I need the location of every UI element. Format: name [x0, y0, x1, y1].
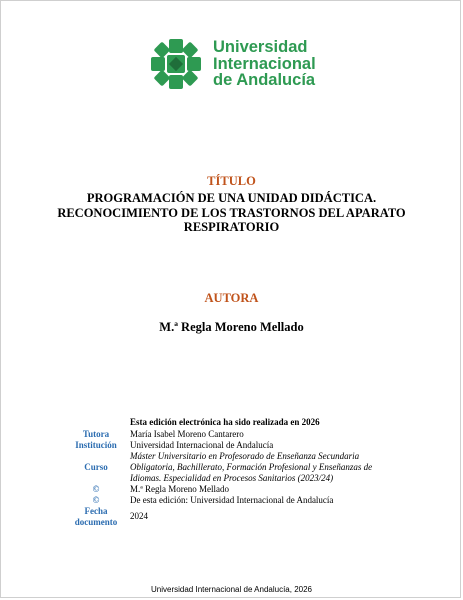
- fecha-value: 2024: [130, 511, 148, 521]
- logo-wordmark: [213, 39, 316, 89]
- logo-line-1: Universidad: [213, 38, 308, 57]
- copyright-symbol-1: ©: [92, 484, 100, 494]
- fecha-label-line-1: Fecha: [84, 506, 108, 516]
- logo-line-2: Internacional: [213, 54, 316, 73]
- fecha-label-line-2: documento: [74, 516, 118, 527]
- copyright-edition-value: De esta edición: Universidad Internacional de Andalucía: [130, 495, 334, 505]
- curso-line-1: Máster Universitario en Profesorado de Enseñanza Secundaria: [130, 451, 360, 461]
- university-logo: [149, 37, 316, 91]
- copyright-symbol-2: ©: [92, 495, 100, 505]
- unia-emblem-icon: [149, 37, 203, 91]
- title-line-3: RESPIRATORIO: [183, 220, 280, 234]
- edition-note: Esta edición electrónica ha sido realizada en 2026: [130, 417, 320, 427]
- tutora-label: Tutora: [82, 429, 110, 439]
- title-line-1: PROGRAMACIÓN DE UNA UNIDAD DIDÁCTICA.: [86, 191, 377, 205]
- curso-value: [130, 451, 385, 483]
- logo-line-3: de Andalucía: [213, 71, 316, 90]
- fecha-label: [63, 506, 129, 528]
- author-name: M.ª Regla Moreno Mellado: [159, 320, 304, 334]
- curso-line-3: Idiomas. Especialidad en Procesos Sanitarios (2023/24): [130, 472, 334, 483]
- tutora-value: María Isabel Moreno Cantarero: [130, 429, 244, 439]
- page-footer: Universidad Internacional de Andalucía, 2026: [151, 585, 312, 594]
- curso-line-2: Obligatoria, Bachillerato, Formación Profesional y Enseñanzas de: [130, 461, 373, 472]
- copyright-author-value: M.ª Regla Moreno Mellado: [130, 484, 229, 494]
- title-label: TÍTULO: [207, 174, 256, 188]
- title-line-2: RECONOCIMIENTO DE LOS TRASTORNOS DEL APARATO: [57, 205, 406, 220]
- author-label: AUTORA: [204, 291, 259, 305]
- curso-label: Curso: [84, 462, 108, 472]
- institucion-value: Universidad Internacional de Andalucía: [130, 440, 274, 450]
- institucion-label: Institución: [75, 440, 117, 450]
- document-title: [1, 191, 462, 235]
